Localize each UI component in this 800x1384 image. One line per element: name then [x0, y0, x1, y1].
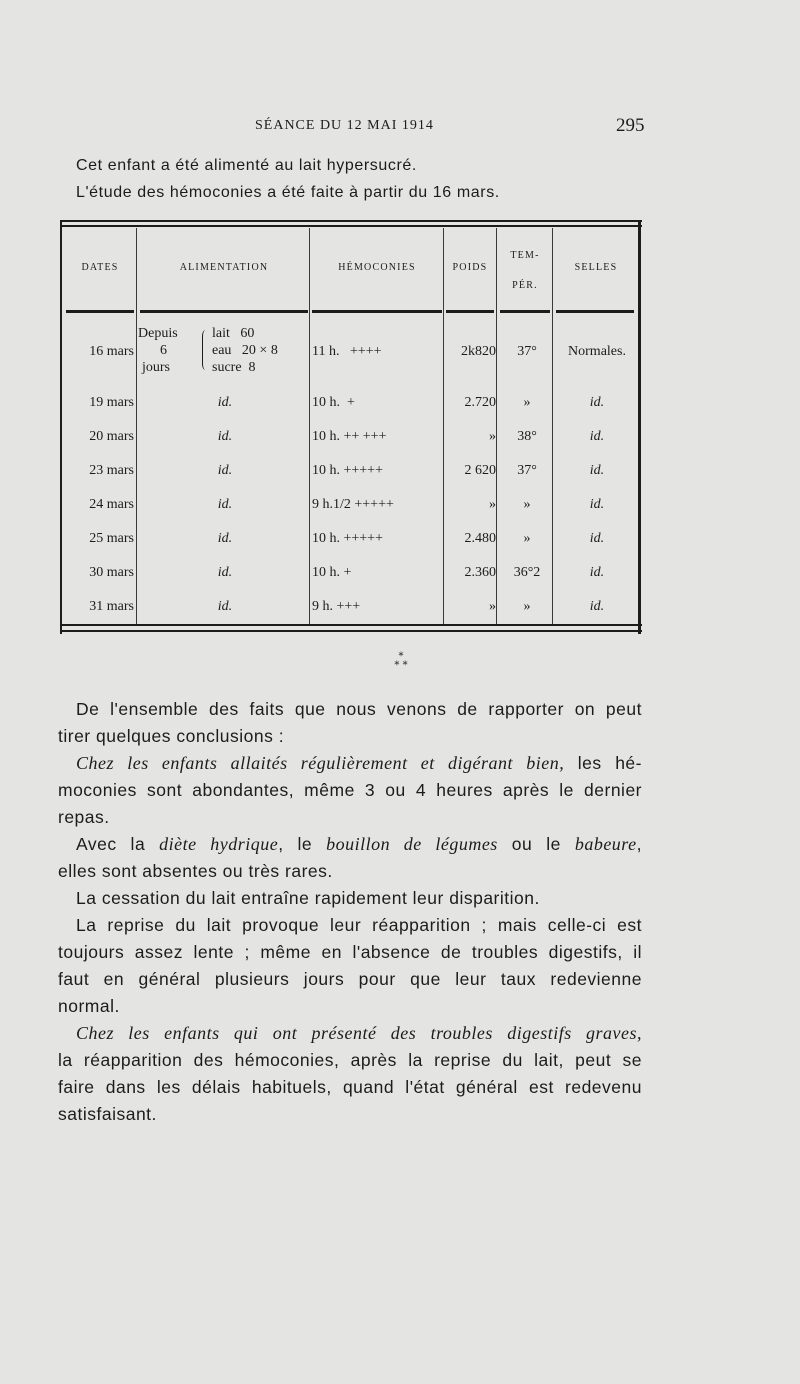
- table-top-rule: [60, 220, 642, 222]
- header-alimentation: ALIMENTATION: [179, 262, 269, 273]
- row-temp: 37°: [517, 463, 537, 478]
- row-alimentation: id.: [217, 565, 233, 580]
- separator-bottom: * *: [394, 660, 408, 671]
- body-text-span: ou le: [497, 834, 575, 854]
- row-selles: id.: [589, 497, 605, 512]
- alim-right-2: eau 20 × 8: [212, 343, 278, 358]
- table-top-rule-2: [60, 225, 642, 227]
- row-date: 19 mars: [89, 395, 134, 410]
- row-date: 31 mars: [89, 599, 134, 614]
- row-poids: 2.720: [464, 395, 496, 410]
- column-rule: [136, 228, 137, 624]
- alim-left-2: 6: [160, 343, 167, 358]
- body-line: toujours assez lente ; même en l'absence de troubles digestifs, il: [58, 942, 642, 962]
- row-temp: »: [523, 599, 531, 614]
- body-line: normal.: [58, 996, 120, 1016]
- row-selles: id.: [589, 429, 605, 444]
- header-rule: [500, 310, 550, 313]
- row-date: 23 mars: [89, 463, 134, 478]
- body-italic: Chez les enfants allaités régulièrement et digérant bien,: [76, 753, 565, 773]
- row-poids: 2.360: [464, 565, 496, 580]
- row-hemoconies: 9 h.1/2 +++++: [312, 497, 394, 512]
- header-rule: [556, 310, 634, 313]
- row-selles: id.: [589, 599, 605, 614]
- row-poids: 2k820: [461, 344, 496, 359]
- body-text-span: les hé-: [564, 753, 642, 773]
- row-hemoconies: 10 h. +: [312, 395, 355, 410]
- row-hemoconies: 9 h. +++: [312, 599, 361, 614]
- row-alimentation: id.: [217, 531, 233, 546]
- body-italic: Chez les enfants qui ont présenté des troubles digestifs graves,: [76, 1023, 642, 1043]
- intro-line: Cet enfant a été alimenté au lait hypersucré.: [76, 157, 417, 174]
- row-alimentation: id.: [217, 395, 233, 410]
- row-hemoconies: 10 h. +++++: [312, 463, 383, 478]
- row-temp: 37°: [517, 344, 537, 359]
- row-hemoconies: 11 h. ++++: [312, 344, 382, 359]
- table-right-rule: [638, 220, 641, 634]
- row-alimentation: id.: [217, 429, 233, 444]
- row-date: 30 mars: [89, 565, 134, 580]
- body-line: faire dans les délais habituels, quand l'état général est redevenu: [58, 1077, 642, 1097]
- body-line: [58, 750, 642, 777]
- body-line: elles sont absentes ou très rares.: [58, 861, 333, 881]
- body-line: moconies sont abondantes, même 3 ou 4 heures après le dernier: [58, 780, 642, 800]
- row-poids: »: [489, 429, 496, 444]
- row-hemoconies: 10 h. +: [312, 565, 352, 580]
- header-dates: DATES: [81, 262, 119, 273]
- row-selles: id.: [589, 463, 605, 478]
- row-temp: »: [523, 497, 531, 512]
- table-bottom-rule-2: [60, 630, 642, 632]
- header-rule: [66, 310, 134, 313]
- table-bottom-rule: [60, 624, 642, 626]
- body-line: tirer quelques conclusions :: [58, 726, 285, 746]
- body-line: La reprise du lait provoque leur réapparition ; mais celle-ci est: [76, 915, 642, 935]
- body-line: la réapparition des hémoconies, après la reprise du lait, peut se: [58, 1050, 642, 1070]
- table-left-rule: [60, 220, 62, 634]
- alim-left-3: jours: [142, 360, 170, 375]
- body-line: [58, 831, 642, 858]
- header-rule: [446, 310, 494, 313]
- row-selles: id.: [589, 565, 605, 580]
- row-temp: »: [523, 531, 531, 546]
- body-text-span: ,: [636, 834, 643, 854]
- body-line: faut en général plusieurs jours pour que leur taux redevienne: [58, 969, 642, 989]
- body-text: [58, 696, 642, 1128]
- alim-right-3: sucre 8: [212, 360, 256, 375]
- header-hemoconies: HÉMOCONIES: [338, 262, 416, 273]
- row-date: 25 mars: [89, 531, 134, 546]
- row-hemoconies: 10 h. +++++: [312, 531, 383, 546]
- row-temp: 36°2: [513, 565, 541, 580]
- page-number: 295: [616, 115, 645, 136]
- header-temp-1: TEM-: [510, 250, 540, 261]
- row-alimentation: id.: [217, 497, 233, 512]
- section-separator: [386, 652, 416, 670]
- row-poids: »: [489, 497, 496, 512]
- separator-top: *: [398, 651, 404, 662]
- row-date: 24 mars: [89, 497, 134, 512]
- row-temp: 38°: [517, 429, 537, 444]
- body-italic: diète hydrique: [159, 834, 279, 854]
- header-rule: [140, 310, 308, 313]
- row-alimentation: id.: [217, 463, 233, 478]
- alim-right-1: lait 60: [212, 326, 255, 341]
- row-poids: 2 620: [464, 463, 496, 478]
- row-poids: »: [489, 599, 496, 614]
- row-poids: 2.480: [464, 531, 496, 546]
- row-date: 16 mars: [89, 344, 134, 359]
- body-text-span: Avec la: [76, 834, 160, 854]
- body-line: De l'ensemble des faits que nous venons de rapporter on peut: [76, 699, 642, 719]
- row-selles: id.: [589, 395, 605, 410]
- row-hemoconies: 10 h. ++ +++: [312, 429, 387, 444]
- body-line: [58, 1020, 642, 1047]
- body-italic: bouillon de légumes: [326, 834, 498, 854]
- row-alimentation: id.: [217, 599, 233, 614]
- intro-line: L'étude des hémoconies a été faite à partir du 16 mars.: [76, 184, 500, 201]
- row-selles: Normales.: [568, 344, 626, 359]
- body-line: repas.: [58, 807, 110, 827]
- row-selles: id.: [589, 531, 605, 546]
- body-italic: babeure: [574, 834, 637, 854]
- body-line: satisfaisant.: [58, 1104, 157, 1124]
- alim-left-1: Depuis: [138, 326, 178, 341]
- header-poids: POIDS: [452, 262, 488, 273]
- brace-icon: [202, 330, 209, 370]
- header-temp-2: PÉR.: [512, 280, 538, 291]
- body-text-span: , le: [278, 834, 327, 854]
- running-title: SÉANCE DU 12 MAI 1914: [255, 118, 434, 133]
- alimentation-detail: [138, 326, 314, 378]
- body-line: La cessation du lait entraîne rapidement leur disparition.: [76, 888, 540, 908]
- row-date: 20 mars: [89, 429, 134, 444]
- row-temp: »: [523, 395, 531, 410]
- header-selles: SELLES: [574, 262, 618, 273]
- header-rule: [312, 310, 442, 313]
